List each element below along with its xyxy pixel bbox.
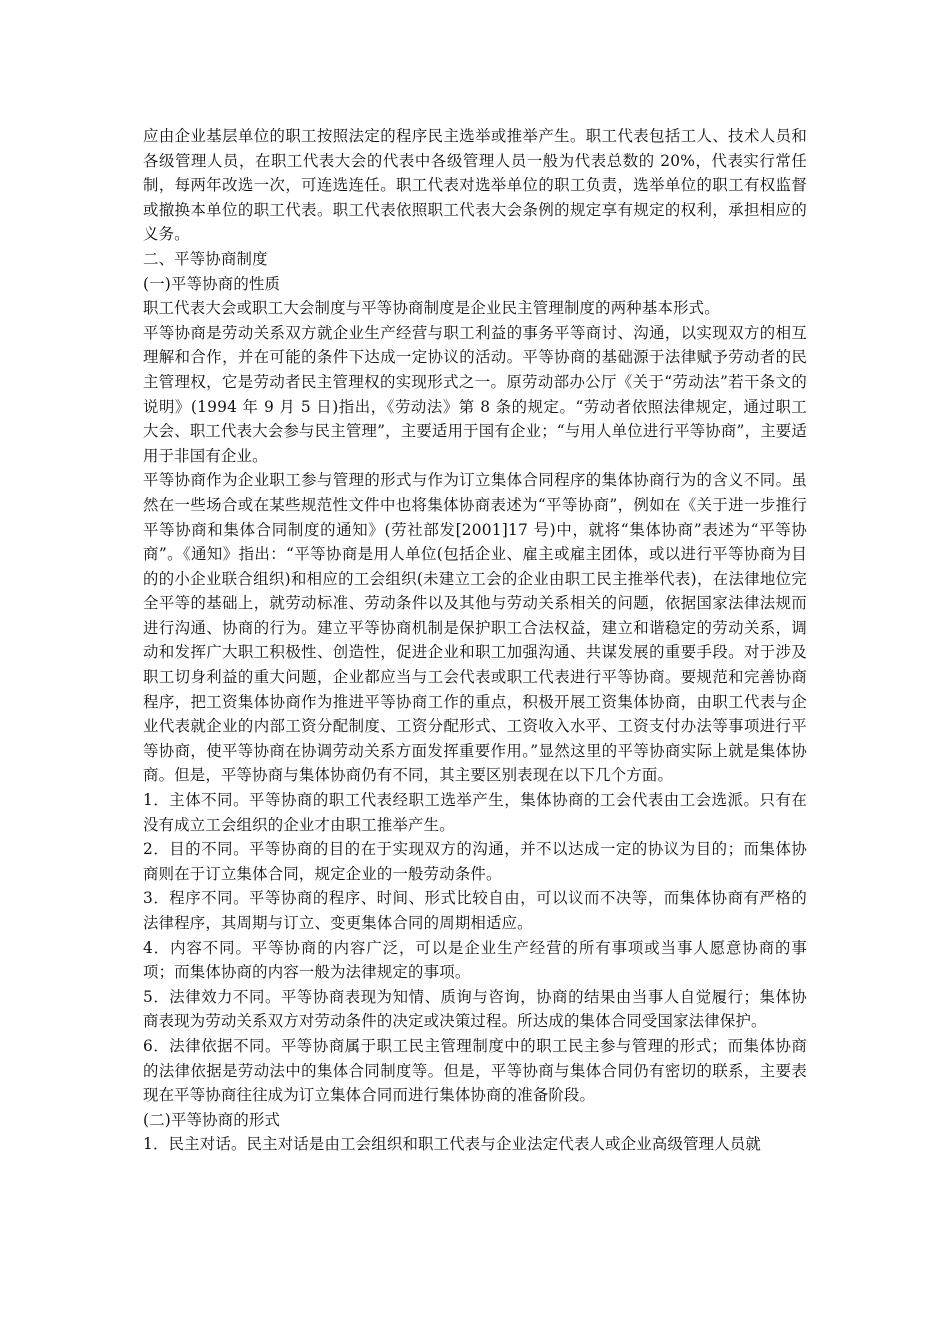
list-item-legal-effect: 5．法律效力不同。平等协商表现为知情、质询与咨询，协商的结果由当事人自觉履行；集体协商表现为劳动关系双方对劳动条件的决定或决策过程。所达成的集体合同受国家法律保护。 xyxy=(143,987,807,1031)
section-heading-equal-consultation: 二、平等协商制度 xyxy=(143,249,268,268)
paragraph-definition: 平等协商是劳动关系双方就企业生产经营与职工利益的事务平等商讨、沟通，以实现双方的相互理解和合作，并在可能的条件下达成一定协议的活动。平等协商的基础源于法律赋予劳动者的民主管理权，它是劳动者民主管理权的实现形式之一。原劳动部办公厅《关于“劳动法”若干条文的说明》(1994 年 9 月 5 日)指出，《劳动法》第 8 条的规定。“劳动者依照法律规定，通过职工大会、职工代表大会参与民主管理”，主要适用于国有企业；“与用人单位进行平等协商”，主要适用于非国有企业。 xyxy=(143,323,807,465)
paragraph-two-forms: 职工代表大会或职工大会制度与平等协商制度是企业民主管理制度的两种基本形式。 xyxy=(143,299,720,318)
list-item-content: 4．内容不同。平等协商的内容广泛，可以是企业生产经营的所有事项或当事人愿意协商的事项；而集体协商的内容一般为法律规定的事项。 xyxy=(143,938,807,982)
list-item-purpose: 2．目的不同。平等协商的目的在于实现双方的沟通，并不以达成一定的协议为目的；而集体协商则在于订立集体合同，规定企业的一般劳动条件。 xyxy=(143,840,807,883)
list-item-democratic-dialogue: 1．民主对话。民主对话是由工会组织和职工代表与企业法定代表人或企业高级管理人员就 xyxy=(143,1135,762,1154)
subsection-heading-nature: (一)平等协商的性质 xyxy=(143,274,281,293)
paragraph-worker-representatives: 应由企业基层单位的职工按照法定的程序民主选举或推举产生。职工代表包括工人、技术人员和各级管理人员，在职工代表大会的代表中各级管理人员一般为代表总数的 20%，代表实行常任制，每两年改选一次，可连选连任。职工代表对选举单位的职工负责，选举单位的职工有权监督或撤换本单位的职工代表。职工代表依照职工代表大会条例的规定享有规定的权利，承担相应的义务。 xyxy=(143,127,807,244)
paragraph-difference-intro: 平等协商作为企业职工参与管理的形式与作为订立集体合同程序的集体协商行为的含义不同。虽然在一些场合或在某些规范性文件中也将集体协商表述为“平等协商”，例如在《关于进一步推行平等协商和集体合同制度的通知》(劳社部发[2001]17 号)中，就将“集体协商”表述为“平等协商”。《通知》指出：“平等协商是用人单位(包括企业、雇主或雇主团体，或以进行平等协商为目的的小企业联合组织)和相应的工会组织(未建立工会的企业由职工民主推举代表)，在法律地位完全平等的基础上，就劳动标准、劳动条件以及其他与劳动关系相关的问题，依据国家法律法规而进行沟通、协商的行为。建立平等协商机制是保护职工合法权益，建立和谐稳定的劳动关系，调动和发挥广大职工积极性、创造性，促进企业和职工加强沟通、共谋发展的重要手段。对于涉及职工切身利益的重大问题，企业都应当与工会代表或职工代表进行平等协商。要规范和完善协商程序，把工资集体协商作为推进平等协商工作的重点，积极开展工资集体协商，由职工代表与企业代表就企业的内部工资分配制度、工资分配形式、工资收入水平、工资支付办法等事项进行平等协商，使平等协商在协调劳动关系方面发挥重要作用。”显然这里的平等协商实际上就是集体协商。但是，平等协商与集体协商仍有不同，其主要区别表现在以下几个方面。 xyxy=(143,471,807,785)
list-item-procedure: 3．程序不同。平等协商的程序、时间、形式比较自由，可以议而不决等，而集体协商有严格的法律程序，其周期与订立、变更集体合同的周期相适应。 xyxy=(143,889,807,932)
list-item-legal-basis: 6．法律依据不同。平等协商属于职工民主管理制度中的职工民主参与管理的形式；而集体协商的法律依据是劳动法中的集体合同制度等。但是，平等协商与集体合同仍有密切的联系，主要表现在平等协商往往成为订立集体合同而进行集体协商的准备阶段。 xyxy=(143,1036,807,1105)
document-page xyxy=(143,124,807,1157)
subsection-heading-forms: (二)平等协商的形式 xyxy=(143,1110,281,1129)
list-item-subject: 1．主体不同。平等协商的职工代表经职工选举产生，集体协商的工会代表由工会选派。只有在没有成立工会组织的企业才由职工推举产生。 xyxy=(143,791,807,834)
